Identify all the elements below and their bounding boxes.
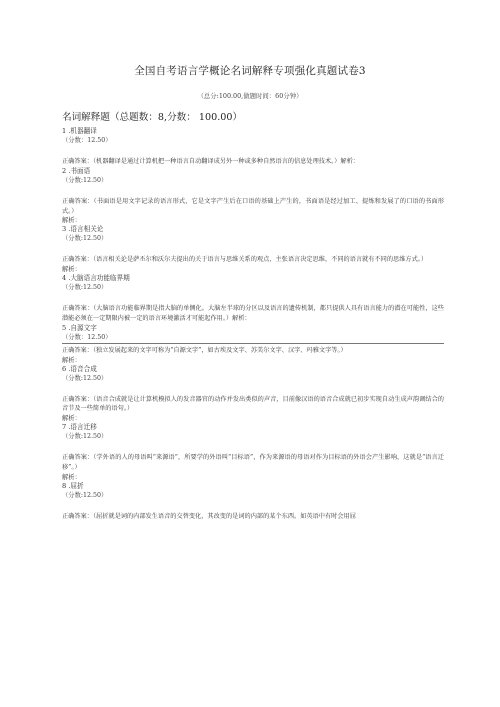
question-heading <box>62 225 444 234</box>
question-heading <box>62 365 444 374</box>
question-heading <box>62 127 444 136</box>
question-term: .大脑语言功能临界期 <box>68 274 130 283</box>
question-heading <box>62 482 444 491</box>
question-item <box>62 324 444 365</box>
question-term: .语音合成 <box>68 364 97 373</box>
document-title: 全国自考语言学概论名词解释专项强化真题试卷3 <box>134 65 366 77</box>
question-score: （分数:12.50） <box>62 235 108 243</box>
question-answer: 正确答案：（屈折就是词的内部发生语音的交替变化，其改变的是词的内部的某个东西。如英语中有时会用屈 <box>62 512 356 520</box>
question-answer: 正确答案：（语音合成就是让计算机模拟人的发音器官的动作并发出类似的声音，目前像汉语的语音合成就已初步实现自动生成声韵调结合的音节及一些简单的语句。） <box>62 395 444 413</box>
question-heading <box>62 274 444 283</box>
divider-line <box>62 343 444 344</box>
question-term: .语言相关论 <box>68 225 104 234</box>
question-item <box>62 127 444 167</box>
question-answer: 正确答案：（大脑语言功能临界期是指大脑的单侧化。大脑左半球的分区以及语言的遗传机制，都只提供人具有语言能力的潜在可能性，这些潜能必须在一定期限内被一定的语言环境激活才可能起作用。）解析： <box>62 305 444 322</box>
document-subtitle: （总分:100.00,做题时间：60分钟） <box>197 92 303 100</box>
question-score: （分数:12.50） <box>62 176 108 184</box>
question-score: （分数:12.50） <box>62 433 108 441</box>
question-answer: 正确答案：（学外语的人的母语叫“来源语”，所要学的外语叫“目标语”，作为来源语的母语对作为目标语的外语会产生影响，这就是“语言迁移”。） <box>62 454 444 471</box>
question-number: 6 <box>62 364 67 373</box>
question-item <box>62 225 444 274</box>
question-answer: 正确答案：（独立发展起来的文字可称为“自源文字”，如古埃及文字、苏美尔文字、汉字、玛雅文字等。） <box>62 346 347 354</box>
question-analysis: 解析： <box>62 415 81 423</box>
question-term: .自源文字 <box>68 323 97 332</box>
question-number: 8 <box>62 481 67 490</box>
question-number: 5 <box>62 323 67 332</box>
question-heading <box>62 423 444 432</box>
question-term: .屈折 <box>68 481 84 490</box>
question-score: （分数:12.50） <box>62 374 108 382</box>
question-heading <box>62 167 444 176</box>
question-item <box>62 423 444 482</box>
question-term: .语言迁移 <box>68 423 97 432</box>
question-answer: 正确答案：（机器翻译是通过计算机把一种语言自动翻译成另外一种或多种自然语言的信息处理技术。）解析： <box>62 158 359 165</box>
question-item <box>62 274 444 324</box>
question-item <box>62 167 444 226</box>
question-score: （分数：12.50） <box>62 333 112 341</box>
question-score: （分数:12.50） <box>62 491 108 499</box>
question-term: .书面语 <box>68 166 91 175</box>
question-term: .机器翻译 <box>68 127 97 135</box>
question-number: 4 <box>62 274 67 283</box>
question-analysis: 解析： <box>62 356 81 364</box>
question-heading <box>62 324 444 333</box>
question-analysis: 解析： <box>62 266 81 274</box>
question-analysis: 解析： <box>62 473 81 481</box>
question-list <box>62 127 444 522</box>
question-score: （分数：12.50） <box>62 137 112 144</box>
question-number: 1 <box>62 127 67 135</box>
question-answer: 正确答案：（语言相关论是萨丕尔和沃尔夫提出的关于语言与思维关系的观点，主张语言决定思维，不同的语言就有不同的思维方式。） <box>62 256 428 264</box>
question-score: （分数:12.50） <box>62 284 108 292</box>
question-number: 3 <box>62 225 67 234</box>
question-number: 2 <box>62 166 67 175</box>
question-answer: 正确答案：（书面语是用文字记录的语言形式，它是文字产生后在口语的基础上产生的，书面语是经过加工、提炼和发展了的口语的书面形式。） <box>62 197 444 215</box>
question-item <box>62 482 444 522</box>
question-analysis: 解析： <box>62 217 81 225</box>
question-number: 7 <box>62 423 67 432</box>
question-item <box>62 365 444 424</box>
section-heading: 名词解释题（总题数：8,分数： 100.00） <box>62 112 243 123</box>
